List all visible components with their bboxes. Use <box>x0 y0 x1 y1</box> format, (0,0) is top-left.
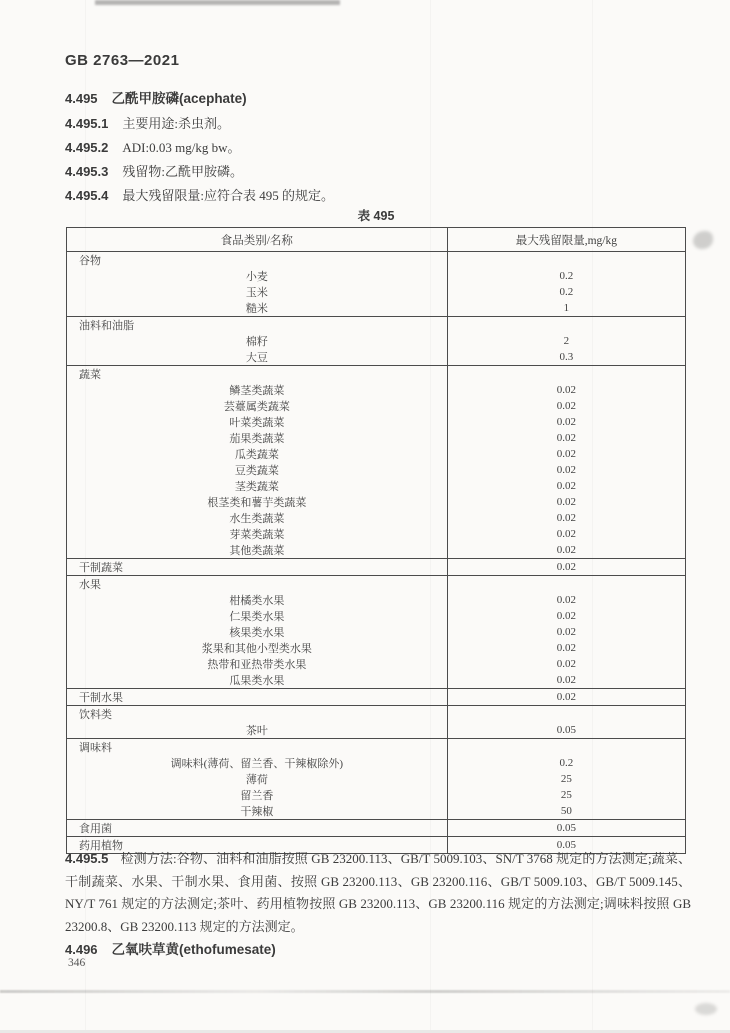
table-row <box>67 333 686 349</box>
section-number: 4.495 <box>65 91 98 106</box>
mrl-value-cell: 0.02 <box>447 382 685 398</box>
clause-number: 4.495.1 <box>65 116 109 131</box>
section-title: 乙氧呋草黄(ethofumesate) <box>111 942 276 957</box>
food-item-cell: 根茎类和薯芋类蔬菜 <box>207 497 307 509</box>
table-row <box>67 755 686 771</box>
table-row <box>67 820 686 837</box>
mrl-value-cell: 0.3 <box>447 349 685 366</box>
food-item-cell: 薄荷 <box>245 774 268 786</box>
table-row <box>67 689 686 706</box>
mrl-value-cell: 0.02 <box>447 689 685 706</box>
detection-methods-paragraph <box>65 848 691 938</box>
table-row <box>67 608 686 624</box>
food-item-cell: 芸薹属类蔬菜 <box>223 401 290 413</box>
clause-text: ADI:0.03 mg/kg bw。 <box>122 140 241 155</box>
mrl-value-cell <box>447 252 685 269</box>
table-row <box>67 803 686 820</box>
clause-number: 4.495.5 <box>65 851 109 866</box>
clause-mrl <box>65 184 690 208</box>
page-number: 346 <box>68 957 86 969</box>
mrl-value-cell: 0.02 <box>447 446 685 462</box>
food-category-cell: 药用植物 <box>67 837 448 854</box>
mrl-value-cell: 0.02 <box>447 640 685 656</box>
food-category-cell: 蔬菜 <box>67 366 448 383</box>
mrl-value-cell: 0.2 <box>447 284 685 300</box>
clause-number: 4.495.3 <box>65 164 109 179</box>
mrl-value-cell: 0.02 <box>447 510 685 526</box>
mrl-value-cell: 0.02 <box>447 414 685 430</box>
mrl-value-cell: 0.02 <box>447 430 685 446</box>
mrl-table <box>66 227 686 854</box>
food-item-cell: 棉籽 <box>245 336 268 348</box>
scan-smudge-top <box>95 0 340 5</box>
mrl-value-cell: 0.02 <box>447 608 685 624</box>
mrl-value-cell: 0.2 <box>447 268 685 284</box>
mrl-value-cell: 0.02 <box>447 398 685 414</box>
mrl-value-cell: 0.05 <box>447 820 685 837</box>
table-row <box>67 284 686 300</box>
table-row <box>67 559 686 576</box>
food-category-cell: 饮料类 <box>67 706 448 723</box>
mrl-value-cell: 1 <box>447 300 685 317</box>
food-item-cell: 浆果和其他小型类水果 <box>201 643 312 655</box>
food-item-cell: 其他类蔬菜 <box>229 545 285 557</box>
table-row <box>67 706 686 723</box>
food-item-cell: 豆类蔬菜 <box>234 465 279 477</box>
table-row <box>67 722 686 739</box>
food-item-cell: 茶叶 <box>245 725 268 737</box>
table-row <box>67 526 686 542</box>
food-item-cell: 芽菜类蔬菜 <box>229 529 285 541</box>
food-category-column-header: 食品类别/名称 <box>67 228 448 252</box>
food-item-cell: 茎类蔬菜 <box>234 481 279 493</box>
mrl-value-cell: 25 <box>447 787 685 803</box>
table-row <box>67 739 686 756</box>
clause-residue <box>65 160 690 184</box>
food-category-cell: 干制蔬菜 <box>67 559 448 576</box>
mrl-value-cell: 0.02 <box>447 559 685 576</box>
food-item-cell: 小麦 <box>245 271 268 283</box>
mrl-value-cell: 0.05 <box>447 837 685 854</box>
table-row <box>67 252 686 269</box>
table-row <box>67 656 686 672</box>
food-category-cell: 干制水果 <box>67 689 448 706</box>
mrl-value-cell: 0.02 <box>447 656 685 672</box>
table-row <box>67 446 686 462</box>
clause-number: 4.495.4 <box>65 188 109 203</box>
standard-code: GB 2763—2021 <box>65 52 180 69</box>
food-category-cell: 油料和油脂 <box>67 317 448 334</box>
clause-text: 残留物:乙酰甲胺磷。 <box>122 164 243 179</box>
mrl-value-cell: 2 <box>447 333 685 349</box>
table-row <box>67 592 686 608</box>
table-row <box>67 640 686 656</box>
mrl-value-cell <box>447 576 685 593</box>
mrl-value-cell <box>447 317 685 334</box>
table-row <box>67 349 686 366</box>
mrl-value-cell <box>447 366 685 383</box>
mrl-value-cell <box>447 706 685 723</box>
food-category-cell: 水果 <box>67 576 448 593</box>
food-item-cell: 水生类蔬菜 <box>229 513 285 525</box>
scan-line-artifact <box>0 990 730 993</box>
food-item-cell: 仁果类水果 <box>229 611 285 623</box>
scan-smudge-right <box>693 231 713 249</box>
clause-main-use <box>65 112 690 136</box>
table-row <box>67 430 686 446</box>
food-item-cell: 瓜果类水果 <box>229 675 285 687</box>
clause-text: 最大残留限量:应符合表 495 的规定。 <box>122 188 334 203</box>
food-item-cell: 调味料(薄荷、留兰香、干辣椒除外) <box>170 758 343 770</box>
mrl-value-cell <box>447 739 685 756</box>
table-row <box>67 494 686 510</box>
food-item-cell: 叶菜类蔬菜 <box>229 417 285 429</box>
table-row <box>67 542 686 559</box>
table-row <box>67 414 686 430</box>
table-row <box>67 771 686 787</box>
table-row <box>67 268 686 284</box>
table-row <box>67 317 686 334</box>
food-item-cell: 大豆 <box>245 352 268 364</box>
mrl-value-cell: 0.02 <box>447 462 685 478</box>
clause-text: 主要用途:杀虫剂。 <box>122 116 230 131</box>
food-item-cell: 瓜类蔬菜 <box>234 449 279 461</box>
clause-adi <box>65 136 690 160</box>
table-row <box>67 382 686 398</box>
table-row <box>67 576 686 593</box>
food-item-cell: 茄果类蔬菜 <box>229 433 285 445</box>
clause-number: 4.495.2 <box>65 140 109 155</box>
mrl-value-cell: 0.02 <box>447 592 685 608</box>
food-category-cell: 调味料 <box>67 739 448 756</box>
mrl-value-cell: 0.02 <box>447 478 685 494</box>
food-item-cell: 热带和亚热带类水果 <box>207 659 307 671</box>
food-item-cell: 柑橘类水果 <box>229 595 285 607</box>
mrl-column-header: 最大残留限量,mg/kg <box>447 228 685 252</box>
mrl-value-cell: 0.05 <box>447 722 685 739</box>
table-caption: 表 495 <box>357 209 395 223</box>
table-row <box>67 300 686 317</box>
table-row <box>67 624 686 640</box>
food-item-cell: 核果类水果 <box>229 627 285 639</box>
table-row <box>67 478 686 494</box>
mrl-value-cell: 0.02 <box>447 672 685 689</box>
table-row <box>67 510 686 526</box>
next-section-heading <box>65 938 691 962</box>
table-header-row <box>67 228 686 252</box>
food-item-cell: 留兰香 <box>240 790 274 802</box>
mrl-value-cell: 0.02 <box>447 494 685 510</box>
food-item-cell: 糙米 <box>245 303 268 315</box>
section-number: 4.496 <box>65 942 98 957</box>
mrl-table-body <box>67 252 686 854</box>
detection-text: 检测方法:谷物、油料和油脂按照 GB 23200.113、GB/T 5009.103、SN/T 3768 规定的方法测定;蔬菜、干制蔬菜、水果、干制水果、食用菌、按照 GB 23200.113、GB 23200.116、GB/T 5009.103、GB/T 5009.145、NY/T 761 规定的方法测定;茶叶、药用植物按照 GB 23200.113、GB 23200.116 规定的方法测定;调味料按照 GB 23200.8、GB 23200.113 规定的方法测定。 <box>65 851 691 934</box>
table-row <box>67 787 686 803</box>
mrl-value-cell: 50 <box>447 803 685 820</box>
section-title: 乙酰甲胺磷(acephate) <box>111 91 247 106</box>
table-row <box>67 366 686 383</box>
table-row <box>67 398 686 414</box>
mrl-value-cell: 0.02 <box>447 624 685 640</box>
food-category-cell: 谷物 <box>79 255 101 267</box>
mrl-value-cell: 0.2 <box>447 755 685 771</box>
food-category-cell: 食用菌 <box>67 820 448 837</box>
mrl-value-cell: 0.02 <box>447 542 685 559</box>
section-heading <box>65 86 690 112</box>
mrl-value-cell: 25 <box>447 771 685 787</box>
food-item-cell: 玉米 <box>245 287 268 299</box>
food-item-cell: 干辣椒 <box>240 806 274 818</box>
food-item-cell: 鳞茎类蔬菜 <box>229 385 285 397</box>
scan-smudge-bottom-right <box>695 1003 717 1015</box>
section-clauses <box>65 86 690 208</box>
table-row <box>67 672 686 689</box>
table-row <box>67 462 686 478</box>
mrl-value-cell: 0.02 <box>447 526 685 542</box>
